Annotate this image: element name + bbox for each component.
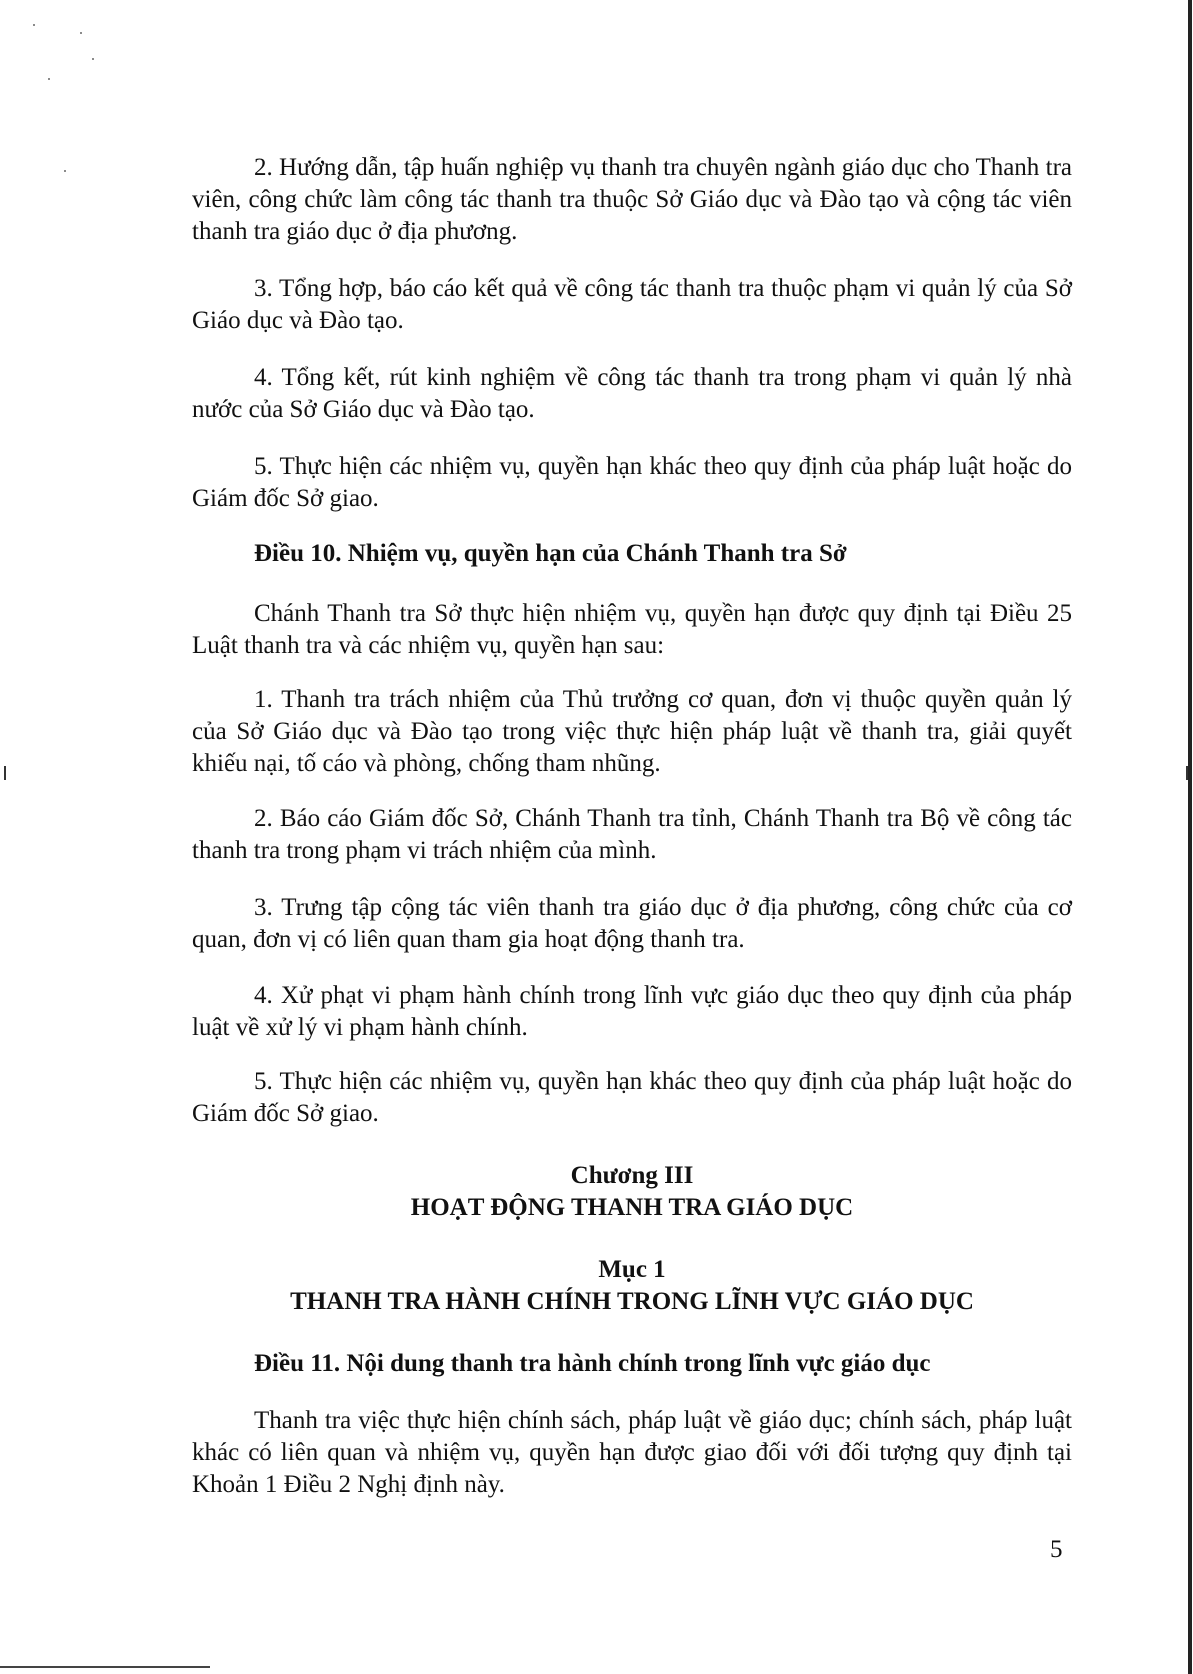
paragraph-2: 2. Hướng dẫn, tập huấn nghiệp vụ thanh tra chuyên ngành giáo dục cho Thanh tra viên, công chức làm công tác thanh tra thuộc Sở Giáo dục và Đào tạo và cộng tác viên thanh tra giáo dục ở địa phương. <box>192 154 1072 245</box>
paragraph-5: 5. Thực hiện các nhiệm vụ, quyền hạn khác theo quy định của pháp luật hoặc do Giám đốc Sở giao. <box>192 453 1072 512</box>
article-10-heading: Điều 10. Nhiệm vụ, quyền hạn của Chánh Thanh tra Sở <box>254 540 847 567</box>
scan-speck <box>33 24 35 26</box>
section-label: Mục 1 <box>598 1256 666 1283</box>
article-11-body: Thanh tra việc thực hiện chính sách, pháp luật về giáo dục; chính sách, pháp luật khác có liên quan và nhiệm vụ, quyền hạn được giao đối với đối tượng quy định tại Khoản 1 Điều 2 Nghị định này. <box>192 1407 1072 1498</box>
scan-speck <box>64 170 66 172</box>
article-10-intro: Chánh Thanh tra Sở thực hiện nhiệm vụ, quyền hạn được quy định tại Điều 25 Luật thanh tra và các nhiệm vụ, quyền hạn sau: <box>192 600 1072 659</box>
section-title: THANH TRA HÀNH CHÍNH TRONG LĨNH VỰC GIÁO DỤC <box>290 1288 974 1315</box>
article-11-heading: Điều 11. Nội dung thanh tra hành chính trong lĩnh vực giáo dục <box>254 1350 931 1377</box>
chapter-label: Chương III <box>570 1162 694 1189</box>
paragraph-4: 4. Tổng kết, rút kinh nghiệm về công tác thanh tra trong phạm vi quản lý nhà nước của Sở Giáo dục và Đào tạo. <box>192 364 1072 423</box>
article-10-item-4: 4. Xử phạt vi phạm hành chính trong lĩnh vực giáo dục theo quy định của pháp luật về xử lý vi phạm hành chính. <box>192 982 1072 1041</box>
chapter-title: HOẠT ĐỘNG THANH TRA GIÁO DỤC <box>410 1194 854 1221</box>
article-10-item-3: 3. Trưng tập cộng tác viên thanh tra giáo dục ở địa phương, công chức của cơ quan, đơn vị có liên quan tham gia hoạt động thanh tra. <box>192 894 1072 953</box>
scan-edge-bottom <box>0 1666 210 1668</box>
paragraph-3: 3. Tổng hợp, báo cáo kết quả về công tác thanh tra thuộc phạm vi quản lý của Sở Giáo dục và Đào tạo. <box>192 275 1072 334</box>
page-number: 5 <box>1050 1536 1063 1563</box>
article-10-item-2: 2. Báo cáo Giám đốc Sở, Chánh Thanh tra tỉnh, Chánh Thanh tra Bộ về công tác thanh tra trong phạm vi trách nhiệm của mình. <box>192 805 1072 864</box>
scan-mark-left <box>4 766 6 780</box>
scan-edge-right <box>1188 0 1192 1674</box>
scan-speck <box>92 58 94 60</box>
article-10-item-5: 5. Thực hiện các nhiệm vụ, quyền hạn khác theo quy định của pháp luật hoặc do Giám đốc Sở giao. <box>192 1068 1072 1127</box>
scan-speck <box>48 78 50 80</box>
scan-mark-right <box>1186 766 1188 780</box>
scan-speck <box>80 32 82 34</box>
article-10-item-1: 1. Thanh tra trách nhiệm của Thủ trưởng cơ quan, đơn vị thuộc quyền quản lý của Sở Giáo dục và Đào tạo trong việc thực hiện pháp luật về thanh tra, giải quyết khiếu nại, tố cáo và phòng, chống tham nhũng. <box>192 686 1072 777</box>
